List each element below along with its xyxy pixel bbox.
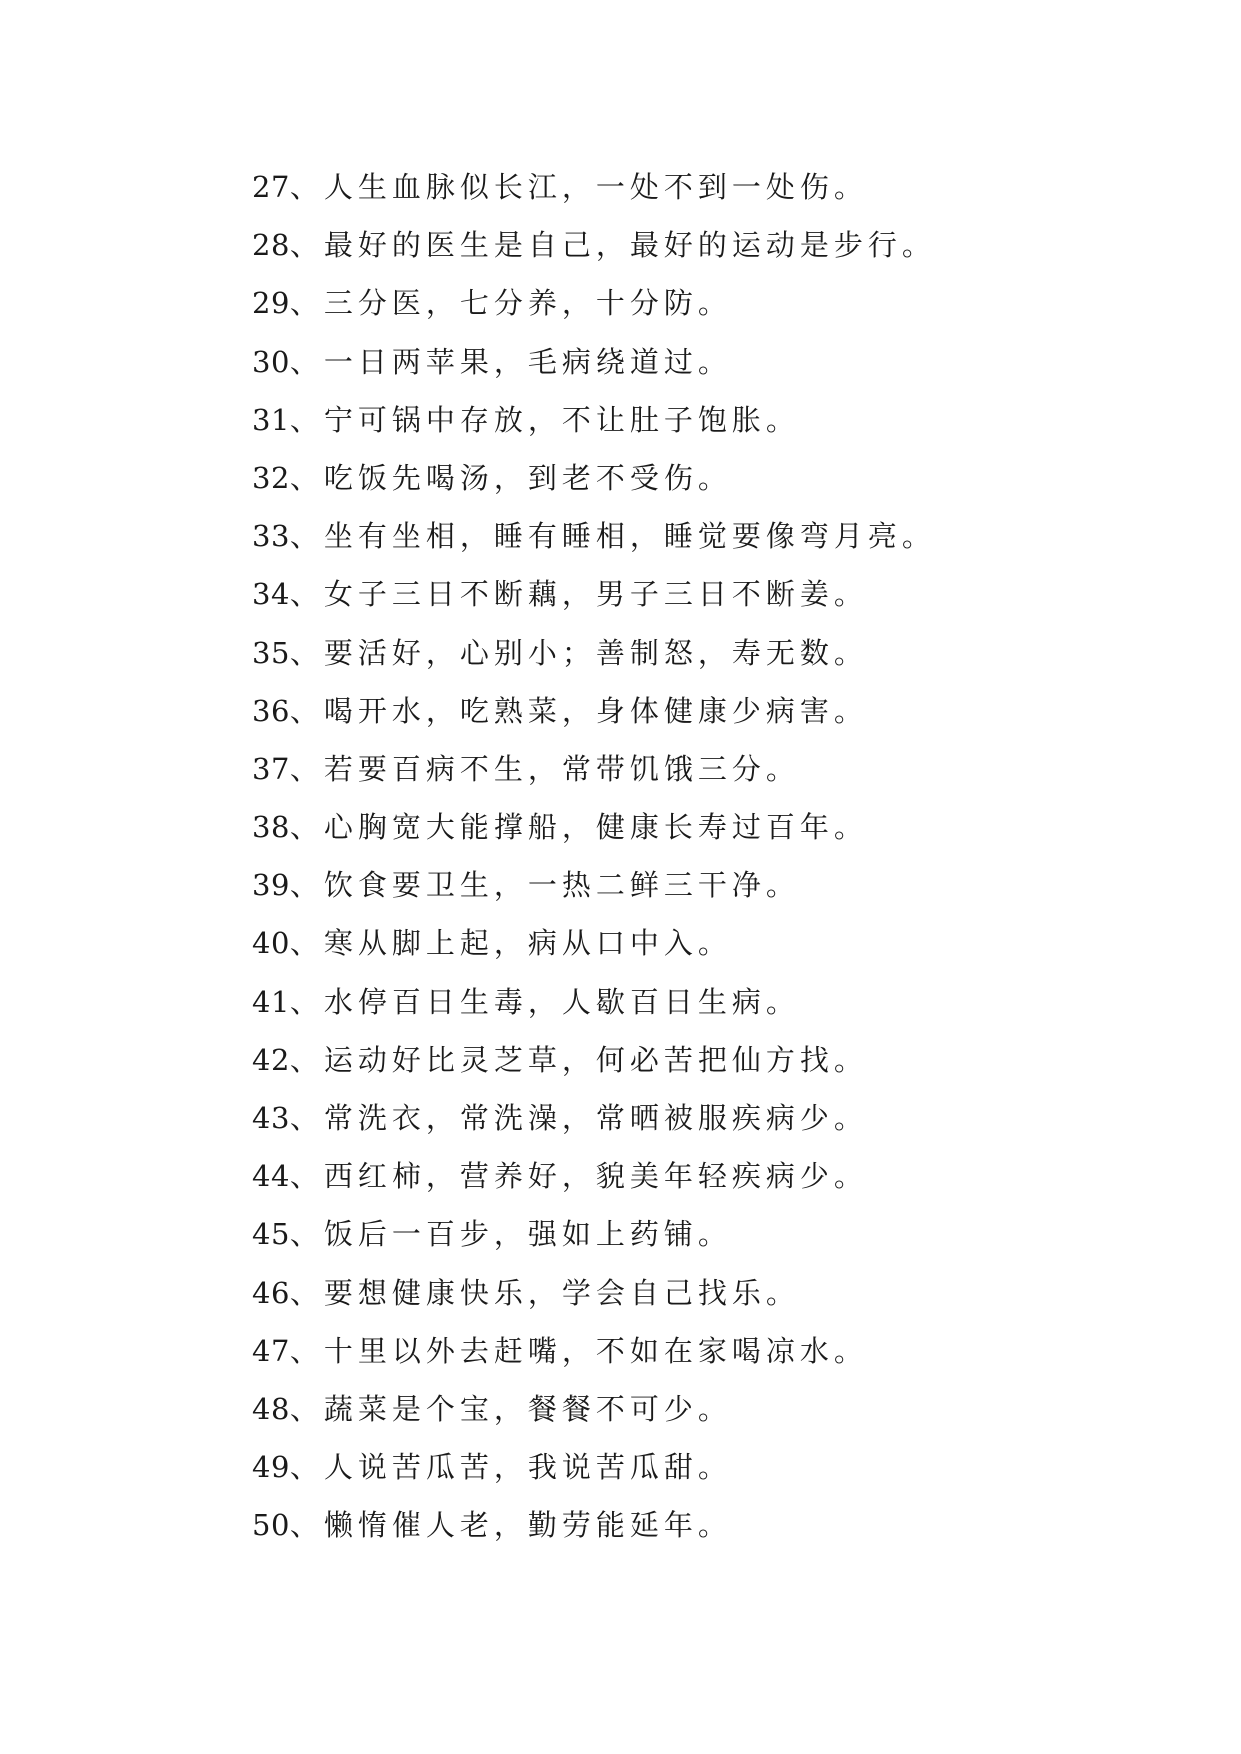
item-number: 45 <box>252 1217 290 1252</box>
item-text: 西红柿，营养好，貌美年轻疾病少。 <box>323 1159 868 1194</box>
list-item <box>252 1031 936 1089</box>
list-item <box>252 216 936 274</box>
item-text: 女子三日不断藕，男子三日不断姜。 <box>323 577 868 612</box>
item-separator: 、 <box>289 344 324 379</box>
item-number: 29 <box>252 286 290 321</box>
item-text: 水停百日生毒，人歇百日生病。 <box>323 984 800 1019</box>
item-separator: 、 <box>289 635 324 670</box>
list-item <box>252 682 936 740</box>
item-separator: 、 <box>289 984 324 1019</box>
item-text: 常洗衣，常洗澡，常晒被服疾病少。 <box>323 1101 868 1135</box>
item-separator: 、 <box>289 1101 324 1135</box>
list-item <box>252 1264 936 1322</box>
item-number: 35 <box>252 635 290 670</box>
item-text: 寒从脚上起，病从口中入。 <box>323 926 732 961</box>
item-separator: 、 <box>289 926 324 961</box>
list-item <box>252 274 936 332</box>
item-text: 一日两苹果，毛病绕道过。 <box>323 344 732 379</box>
item-separator: 、 <box>289 460 324 495</box>
item-number: 48 <box>252 1391 290 1426</box>
item-number: 38 <box>252 810 290 845</box>
item-text: 宁可锅中存放，不让肚子饱胀。 <box>323 402 800 437</box>
item-separator: 、 <box>289 228 324 263</box>
list-item <box>252 624 936 682</box>
item-text: 要活好，心别小；善制怒，寿无数。 <box>323 635 868 670</box>
item-number: 32 <box>252 460 290 495</box>
item-number: 36 <box>252 693 290 728</box>
item-separator: 、 <box>289 810 324 845</box>
item-separator: 、 <box>289 1042 324 1077</box>
list-item <box>252 333 936 391</box>
item-text: 饭后一百步，强如上药铺。 <box>323 1217 732 1252</box>
item-number: 34 <box>252 577 290 612</box>
item-text: 心胸宽大能撑船，健康长寿过百年。 <box>323 810 868 845</box>
item-number: 41 <box>252 984 290 1019</box>
list-item <box>252 1322 936 1380</box>
item-text: 要想健康快乐，学会自己找乐。 <box>323 1275 800 1310</box>
item-separator: 、 <box>289 286 324 321</box>
item-text: 吃饭先喝汤，到老不受伤。 <box>323 460 732 495</box>
list-item <box>252 391 936 449</box>
list-item <box>252 1438 936 1496</box>
item-separator: 、 <box>289 1391 324 1426</box>
list-item <box>252 798 936 856</box>
item-text: 懒惰催人老，勤劳能延年。 <box>323 1508 732 1543</box>
item-text: 蔬菜是个宝，餐餐不可少。 <box>323 1391 732 1426</box>
list-item <box>252 914 936 972</box>
list-item <box>252 507 936 565</box>
item-separator: 、 <box>289 1159 324 1194</box>
item-text: 喝开水，吃熟菜，身体健康少病害。 <box>323 693 868 728</box>
item-separator: 、 <box>289 577 324 612</box>
item-text: 三分医，七分养，十分防。 <box>323 286 732 321</box>
item-text: 运动好比灵芝草，何必苦把仙方找。 <box>323 1042 868 1077</box>
item-separator: 、 <box>289 1333 324 1368</box>
list-item <box>252 740 936 798</box>
item-number: 30 <box>252 344 290 379</box>
list-item <box>252 973 936 1031</box>
item-separator: 、 <box>289 868 324 903</box>
item-text: 饮食要卫生，一热二鲜三干净。 <box>323 868 800 903</box>
list-item <box>252 856 936 914</box>
item-text: 最好的医生是自己，最好的运动是步行。 <box>323 228 936 263</box>
list-item <box>252 1496 936 1554</box>
item-text: 人说苦瓜苦，我说苦瓜甜。 <box>323 1450 732 1485</box>
list-item <box>252 158 936 216</box>
list-item <box>252 1380 936 1438</box>
item-number: 42 <box>252 1042 290 1077</box>
item-number: 28 <box>252 228 290 263</box>
item-number: 37 <box>252 751 290 786</box>
list-item <box>252 1147 936 1205</box>
item-number: 49 <box>252 1450 290 1485</box>
item-number: 40 <box>252 926 290 961</box>
list-item <box>252 1205 936 1263</box>
list-item <box>252 565 936 623</box>
item-number: 27 <box>252 170 290 204</box>
item-number: 43 <box>252 1101 290 1135</box>
item-separator: 、 <box>289 1450 324 1485</box>
item-separator: 、 <box>289 519 324 554</box>
list-item <box>252 1089 936 1147</box>
item-number: 47 <box>252 1333 290 1368</box>
item-text: 坐有坐相，睡有睡相，睡觉要像弯月亮。 <box>323 519 936 554</box>
item-separator: 、 <box>289 402 324 437</box>
item-separator: 、 <box>289 751 324 786</box>
item-separator: 、 <box>289 1275 324 1310</box>
item-text: 若要百病不生，常带饥饿三分。 <box>323 751 800 786</box>
item-number: 50 <box>252 1508 290 1543</box>
item-separator: 、 <box>289 170 324 204</box>
item-number: 46 <box>252 1275 290 1310</box>
item-number: 39 <box>252 868 290 903</box>
item-number: 31 <box>252 402 290 437</box>
item-separator: 、 <box>289 1217 324 1252</box>
item-number: 44 <box>252 1159 290 1194</box>
item-number: 33 <box>252 519 290 554</box>
proverb-list <box>252 158 936 1555</box>
item-separator: 、 <box>289 693 324 728</box>
item-separator: 、 <box>289 1508 324 1543</box>
item-text: 十里以外去赶嘴，不如在家喝凉水。 <box>323 1333 868 1368</box>
list-item <box>252 449 936 507</box>
item-text: 人生血脉似长江，一处不到一处伤。 <box>323 170 868 204</box>
